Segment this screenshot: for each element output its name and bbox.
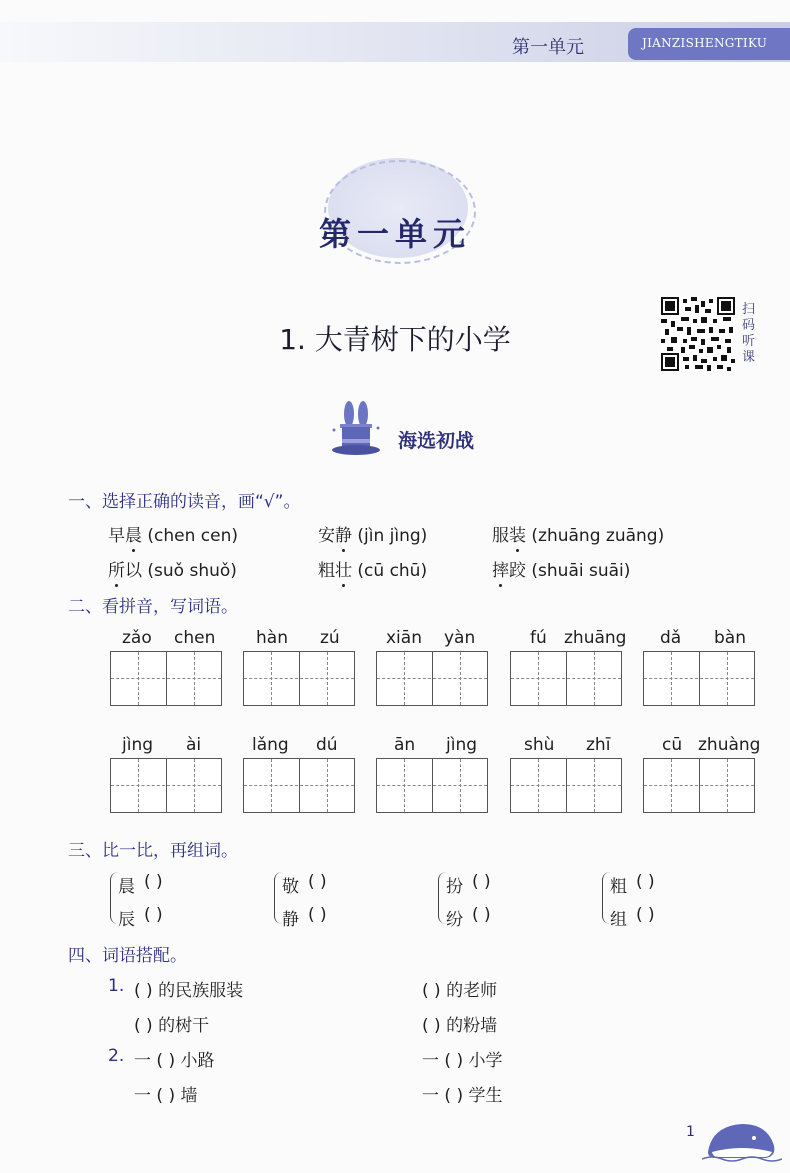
q1-item: 早晨 (chen cen) (108, 526, 239, 546)
pinyin: shù (524, 735, 555, 755)
writing-box[interactable] (376, 758, 488, 813)
answer-blank[interactable]: ( ) (472, 872, 491, 892)
pinyin: zǎo (122, 628, 152, 648)
compare-char: 敬 (282, 877, 299, 897)
pinyin: jìng (446, 735, 478, 755)
pinyin: zhuàng (698, 735, 761, 755)
pinyin: zú (320, 628, 340, 648)
pinyin: zhuāng (564, 628, 627, 648)
pinyin: hàn (256, 628, 288, 648)
writing-box[interactable] (110, 651, 222, 706)
page-number: 1 (686, 1124, 695, 1140)
pinyin: chen (174, 628, 216, 648)
answer-blank[interactable]: ( ) (636, 872, 655, 892)
compare-char: 纷 (446, 910, 463, 930)
compare-char: 晨 (118, 877, 135, 897)
item-number: 1. (108, 976, 125, 996)
match-line[interactable]: 一 ( ) 小学 (422, 1051, 503, 1071)
writing-box[interactable] (510, 651, 622, 706)
match-line[interactable]: ( ) 的树干 (134, 1016, 210, 1036)
pinyin: ān (394, 735, 416, 755)
pinyin: lǎng (252, 735, 289, 755)
match-line[interactable]: ( ) 的粉墙 (422, 1016, 498, 1036)
pinyin: xiān (386, 628, 422, 648)
answer-blank[interactable]: ( ) (636, 905, 655, 925)
answer-blank[interactable]: ( ) (308, 905, 327, 925)
q1-item: 所以 (suǒ shuǒ) (108, 561, 237, 581)
compare-char: 组 (610, 910, 627, 930)
compare-char: 辰 (118, 910, 135, 930)
answer-blank[interactable]: ( ) (144, 872, 163, 892)
match-line[interactable]: ( ) 的民族服装 (134, 981, 244, 1001)
header-unit-title: 第一单元 (512, 37, 584, 58)
pinyin: dú (316, 735, 338, 755)
qr-label-char: 码 (742, 318, 756, 333)
question-2-title: 二、看拼音，写词语。 (68, 597, 238, 617)
compare-char: 扮 (446, 877, 463, 897)
pinyin: dǎ (660, 628, 682, 648)
qr-label (742, 302, 758, 366)
question-3-title: 三、比一比，再组词。 (68, 841, 238, 861)
magic-hat-icon (330, 400, 382, 460)
pinyin: jìng (122, 735, 154, 755)
match-line[interactable]: 一 ( ) 小路 (134, 1051, 215, 1071)
question-4-title: 四、词语搭配。 (68, 946, 187, 966)
writing-box[interactable] (643, 651, 755, 706)
qr-label-char: 听 (742, 334, 756, 349)
lesson-title: 1. 大青树下的小学 (279, 323, 511, 356)
compare-char: 静 (282, 910, 299, 930)
q1-item: 摔跤 (shuāi suāi) (492, 561, 631, 581)
unit-title: 第一单元 (318, 215, 471, 253)
q1-item: 安静 (jìn jìng) (318, 526, 428, 546)
pinyin: fú (530, 628, 547, 648)
pinyin: yàn (444, 628, 476, 648)
q1-item: 粗壮 (cū chū) (318, 561, 428, 581)
whale-icon (702, 1112, 782, 1162)
pinyin: bàn (714, 628, 746, 648)
match-line[interactable]: 一 ( ) 学生 (422, 1086, 503, 1106)
item-number: 2. (108, 1046, 125, 1066)
answer-blank[interactable]: ( ) (308, 872, 327, 892)
qr-code-icon[interactable] (661, 297, 735, 371)
match-line[interactable]: 一 ( ) 墙 (134, 1086, 198, 1106)
writing-box[interactable] (510, 758, 622, 813)
match-line[interactable]: ( ) 的老师 (422, 981, 498, 1001)
answer-blank[interactable]: ( ) (472, 905, 491, 925)
header-tab-text: JIANZISHENGTIKU (642, 36, 768, 50)
question-1-title: 一、选择正确的读音，画“√”。 (68, 492, 301, 512)
answer-blank[interactable]: ( ) (144, 905, 163, 925)
pinyin: zhī (586, 735, 611, 755)
section-badge: 海选初战 (398, 430, 475, 452)
writing-box[interactable] (110, 758, 222, 813)
pinyin: ài (186, 735, 202, 755)
qr-label-char: 课 (742, 350, 756, 365)
compare-char: 粗 (610, 877, 627, 897)
qr-label-char: 扫 (742, 302, 756, 317)
writing-box[interactable] (243, 758, 355, 813)
writing-box[interactable] (376, 651, 488, 706)
q1-item: 服装 (zhuāng zuāng) (492, 526, 665, 546)
writing-box[interactable] (243, 651, 355, 706)
writing-box[interactable] (643, 758, 755, 813)
pinyin: cū (662, 735, 683, 755)
